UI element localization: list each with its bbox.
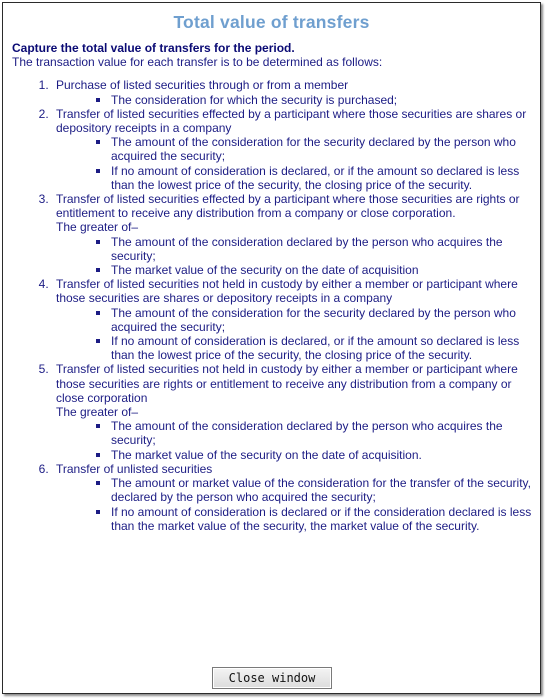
rule-bullet: The amount of the consideration declared by the person who acquires the security; [111,419,534,447]
rule-bullet: The amount of the consideration for the security declared by the person who acquired the security; [111,135,534,163]
rule-bullet: The amount of the consideration for the security declared by the person who acquired the security; [111,306,534,334]
greater-of-label: The greater of– [56,220,139,235]
rule-label: Transfer of listed securities effected by a participant where those securities are shares or depository receipts in a company [56,106,527,136]
rule-item-6 [52,462,534,533]
greater-of-label: The greater of– [56,405,139,420]
rule-label: Purchase of listed securities through or from a member [56,78,349,93]
transfer-rules-list [12,78,534,533]
rule-item-4 [52,277,534,362]
rule-bullet: If no amount of consideration is declared, or if the amount so declared is less than the lowest price of the security, the closing price of the security. [111,164,534,192]
intro-heading: Capture the total value of transfers for the period. [12,41,295,55]
rule-bullet: The amount of the consideration declared by the person who acquires the security; [111,235,534,263]
rule-bullets [56,235,534,278]
rule-bullets [56,476,534,533]
rule-label: Transfer of listed securities not held in custody by either a member or participant where those securities are shares or depository receipts in a company [56,277,518,306]
rule-bullet: The market value of the security on the date of acquisition. [111,448,534,462]
rule-label: Transfer of listed securities effected by a participant where those securities are rights or entitlement to receive any distribution from a company or close corporation. [56,192,520,221]
rule-bullets [56,93,534,107]
rule-bullets [56,135,534,192]
rule-bullets [56,419,534,462]
rule-label: Transfer of unlisted securities [56,461,213,476]
rule-item-3 [52,192,534,277]
rule-bullet: The market value of the security on the date of acquisition [111,263,534,277]
window-title: Total value of transfers [173,12,370,32]
rule-item-2 [52,107,534,192]
rule-bullet: If no amount of consideration is declared, or if the amount so declared is less than the lowest price of the security, the closing price of the security. [111,334,534,362]
rule-item-5 [52,362,534,461]
close-window-button[interactable]: Close window [212,667,332,689]
rule-bullet: The amount or market value of the consideration for the transfer of the security, declared by the person who acquired the security; [111,476,534,504]
rule-bullet: If no amount of consideration is declared or if the consideration declared is less than the market value of the security, the market value of the security. [111,505,534,533]
dialog-window [2,2,541,694]
rule-bullets [56,306,534,363]
intro-text: The transaction value for each transfer is to be determined as follows: [12,55,383,70]
rule-item-1 [52,78,534,106]
rule-label: Transfer of listed securities not held in custody by either a member or participant where those securities are rights or entitlement to receive any distribution from a company or close corporation [56,362,518,405]
rule-bullet: The consideration for which the security is purchased; [111,93,534,107]
content-area [12,41,534,533]
